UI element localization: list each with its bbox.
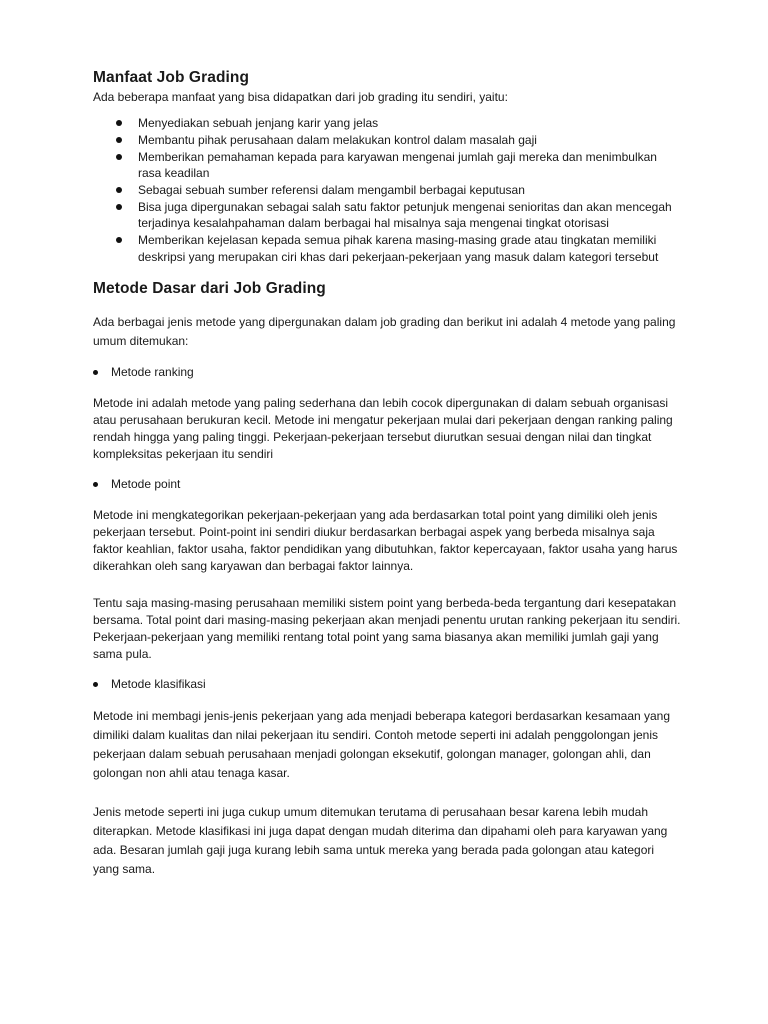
method-ranking-paragraph: Metode ini adalah metode yang paling sederhana dan lebih cocok dipergunakan di dalam sebuah organisasi atau perusahaan berukuran kecil. Metode ini mengatur pekerjaan mulai dari pekerjaan dengan ranking paling rendah hingga yang paling tinggi. Pekerjaan-pekerjaan tersebut diurutkan sesuai dengan nilai dan tingkat kompleksitas pekerjaan itu sendiri [93,396,673,461]
list-item: Bisa juga dipergunakan sebagai salah satu faktor petunjuk mengenai senioritas dan akan mencegah terjadinya kesalahpahaman dalam berbagai hal misalnya saja mengenai tingkat otorisasi [93,199,683,231]
method-heading-klasifikasi [93,676,683,693]
method-heading-point [93,476,683,493]
method-name: Metode point [111,477,181,491]
section-title-manfaat: Manfaat Job Grading [93,69,250,86]
method-name: Metode klasifikasi [111,677,206,691]
section-title-metode: Metode Dasar dari Job Grading [93,280,326,297]
list-item: Memberikan pemahaman kepada para karyawan mengenai jumlah gaji mereka dan menimbulkan rasa keadilan [93,149,683,181]
section-intro-manfaat: Ada beberapa manfaat yang bisa didapatkan dari job grading itu sendiri, yaitu: [93,90,508,104]
method-point-paragraph-2: Tentu saja masing-masing perusahaan memiliki sistem point yang berbeda-beda tergantung dari kesepatakan bersama. Total point dari masing-masing pekerjaan akan menjadi penentu urutan ranking pekerjaan itu sendiri. Pekerjaan-pekerjaan yang memiliki rentang total point yang sama biasanya akan memiliki jumlah gaji yang sama pula. [93,596,681,661]
method-klasifikasi-paragraph-1: Metode ini membagi jenis-jenis pekerjaan yang ada menjadi beberapa kategori berdasarkan kesamaan yang dimiliki dalam kualitas dan nilai pekerjaan itu sendiri. Contoh metode seperti ini adalah penggolongan jenis pekerjaan dalam sebuah perusahaan menjadi golongan eksekutif, golongan manager, golongan ahli, dan golongan non ahli atau tenaga kasar. [93,709,671,780]
bullet-dot-icon [93,482,98,487]
method-klasifikasi-paragraph-2: Jenis metode seperti ini juga cukup umum ditemukan terutama di perusahaan besar karena lebih mudah diterapkan. Metode klasifikasi ini juga dapat dengan mudah diterima dan dipahami oleh para karyawan yang ada. Besaran jumlah gaji juga kurang lebih sama untuk mereka yang berada pada golongan atau kategori yang sama. [93,805,668,876]
list-item: Memberikan kejelasan kepada semua pihak karena masing-masing grade atau tingkatan memiliki deskripsi yang merupakan ciri khas dari pekerjaan-pekerjaan yang masuk dalam kategori tersebut [93,232,683,266]
list-item: Membantu pihak perusahaan dalam melakukan kontrol dalam masalah gaji [93,132,683,148]
benefits-list [93,115,683,266]
bullet-dot-icon [93,682,98,687]
document-content [93,68,683,879]
section-intro-metode: Ada berbagai jenis metode yang dipergunakan dalam job grading dan berikut ini adalah 4 metode yang paling umum ditemukan: [93,315,676,348]
method-heading-ranking [93,364,683,381]
method-name: Metode ranking [111,365,194,379]
list-item: Sebagai sebuah sumber referensi dalam mengambil berbagai keputusan [93,182,683,198]
method-point-paragraph-1: Metode ini mengkategorikan pekerjaan-pekerjaan yang ada berdasarkan total point yang dimiliki oleh jenis pekerjaan tersebut. Point-point ini sendiri diukur berdasarkan berbagai aspek yang berbeda misalnya saja faktor keahlian, faktor usaha, faktor pendidikan yang dibutuhkan, faktor kepercayaan, faktor usaha yang harus dikerahkan oleh sang karyawan dan berbagai faktor lainnya. [93,508,678,573]
bullet-dot-icon [93,370,98,375]
list-item: Menyediakan sebuah jenjang karir yang jelas [93,115,683,131]
